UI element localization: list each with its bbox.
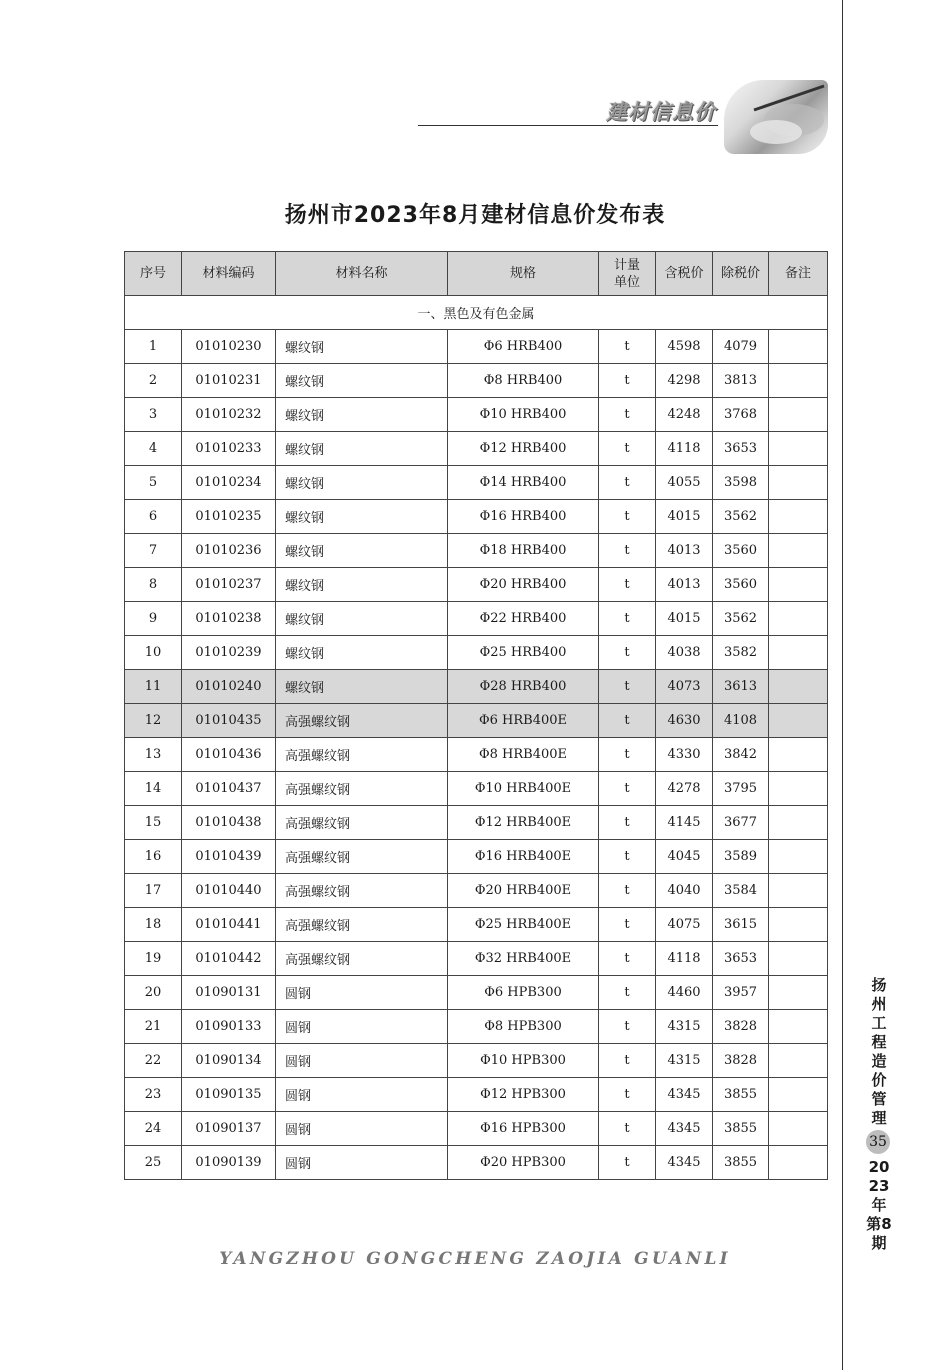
specification: Φ20 HRB400 (448, 568, 599, 602)
specification: Φ8 HRB400E (448, 738, 599, 772)
material-code: 01010435 (182, 704, 276, 738)
table-row (125, 568, 828, 602)
specification: Φ18 HRB400 (448, 534, 599, 568)
tax-price: 4075 (656, 908, 713, 942)
remark (769, 874, 828, 908)
remark (769, 772, 828, 806)
specification: Φ10 HRB400 (448, 398, 599, 432)
specification: Φ14 HRB400 (448, 466, 599, 500)
remark (769, 908, 828, 942)
material-code: 01010232 (182, 398, 276, 432)
net-price: 3560 (713, 568, 769, 602)
page-title: 扬州市2023年8月建材信息价发布表 (284, 203, 666, 228)
table-row (125, 1044, 828, 1078)
tax-price: 4315 (656, 1044, 713, 1078)
row-number: 16 (125, 840, 182, 874)
row-number: 12 (125, 704, 182, 738)
unit: t (599, 1112, 656, 1146)
remark (769, 942, 828, 976)
specification: Φ25 HRB400E (448, 908, 599, 942)
material-code: 01010436 (182, 738, 276, 772)
table-row (125, 534, 828, 568)
issue-label: 2023年第8期 (866, 1158, 892, 1252)
header-pen-hand-image (724, 80, 828, 154)
material-name: 螺纹钢 (276, 636, 448, 670)
header-label: 建材信息价 (606, 100, 716, 124)
tax-price: 4330 (656, 738, 713, 772)
table-row (125, 738, 828, 772)
tax-price: 4013 (656, 568, 713, 602)
row-number: 6 (125, 500, 182, 534)
specification: Φ10 HPB300 (448, 1044, 599, 1078)
net-price: 3589 (713, 840, 769, 874)
net-price: 3562 (713, 602, 769, 636)
material-code: 01090134 (182, 1044, 276, 1078)
net-price: 3855 (713, 1078, 769, 1112)
material-code: 01010237 (182, 568, 276, 602)
remark (769, 500, 828, 534)
tax-price: 4345 (656, 1146, 713, 1180)
remark (769, 636, 828, 670)
material-name: 螺纹钢 (276, 432, 448, 466)
remark (769, 432, 828, 466)
unit: t (599, 1010, 656, 1044)
material-code: 01090139 (182, 1146, 276, 1180)
remark (769, 738, 828, 772)
material-name: 螺纹钢 (276, 500, 448, 534)
material-name: 螺纹钢 (276, 466, 448, 500)
table-row (125, 874, 828, 908)
unit: t (599, 466, 656, 500)
material-name: 圆钢 (276, 1146, 448, 1180)
tax-price: 4345 (656, 1112, 713, 1146)
net-price: 3584 (713, 874, 769, 908)
row-number: 18 (125, 908, 182, 942)
specification: Φ25 HRB400 (448, 636, 599, 670)
section-row (125, 296, 828, 330)
price-table (124, 251, 828, 1180)
net-price: 3613 (713, 670, 769, 704)
material-name: 高强螺纹钢 (276, 874, 448, 908)
material-code: 01010440 (182, 874, 276, 908)
row-number: 1 (125, 330, 182, 364)
tax-price: 4118 (656, 942, 713, 976)
row-number: 3 (125, 398, 182, 432)
unit: t (599, 840, 656, 874)
specification: Φ6 HRB400 (448, 330, 599, 364)
remark (769, 568, 828, 602)
row-number: 25 (125, 1146, 182, 1180)
net-price: 3653 (713, 942, 769, 976)
column-header: 材料名称 (276, 252, 448, 296)
net-price: 3957 (713, 976, 769, 1010)
specification: Φ8 HPB300 (448, 1010, 599, 1044)
material-name: 圆钢 (276, 1010, 448, 1044)
row-number: 9 (125, 602, 182, 636)
specification: Φ12 HPB300 (448, 1078, 599, 1112)
material-code: 01010233 (182, 432, 276, 466)
specification: Φ12 HRB400 (448, 432, 599, 466)
unit: t (599, 942, 656, 976)
tax-price: 4460 (656, 976, 713, 1010)
material-code: 01010234 (182, 466, 276, 500)
net-price: 3842 (713, 738, 769, 772)
material-name: 螺纹钢 (276, 398, 448, 432)
journal-name: 扬州工程造价管理 (871, 976, 887, 1127)
table-row (125, 942, 828, 976)
material-name: 圆钢 (276, 1044, 448, 1078)
section-title: 一、黑色及有色金属 (125, 296, 828, 330)
net-price: 3653 (713, 432, 769, 466)
net-price: 4108 (713, 704, 769, 738)
remark (769, 602, 828, 636)
table-row (125, 330, 828, 364)
tax-price: 4038 (656, 636, 713, 670)
net-price: 3855 (713, 1146, 769, 1180)
net-price: 3677 (713, 806, 769, 840)
tax-price: 4073 (656, 670, 713, 704)
material-name: 螺纹钢 (276, 534, 448, 568)
unit: t (599, 500, 656, 534)
column-header: 除税价 (713, 252, 769, 296)
row-number: 7 (125, 534, 182, 568)
specification: Φ6 HRB400E (448, 704, 599, 738)
material-code: 01010239 (182, 636, 276, 670)
material-name: 高强螺纹钢 (276, 738, 448, 772)
table-row (125, 806, 828, 840)
material-name: 圆钢 (276, 1078, 448, 1112)
unit: t (599, 330, 656, 364)
remark (769, 1010, 828, 1044)
material-code: 01090133 (182, 1010, 276, 1044)
specification: Φ16 HRB400 (448, 500, 599, 534)
material-name: 高强螺纹钢 (276, 772, 448, 806)
unit: t (599, 432, 656, 466)
material-code: 01010441 (182, 908, 276, 942)
remark (769, 704, 828, 738)
material-code: 01010231 (182, 364, 276, 398)
unit: t (599, 670, 656, 704)
remark (769, 534, 828, 568)
net-price: 3828 (713, 1010, 769, 1044)
column-header: 规格 (448, 252, 599, 296)
specification: Φ12 HRB400E (448, 806, 599, 840)
column-header: 序号 (125, 252, 182, 296)
remark (769, 670, 828, 704)
net-price: 3855 (713, 1112, 769, 1146)
row-number: 13 (125, 738, 182, 772)
row-number: 11 (125, 670, 182, 704)
unit: t (599, 976, 656, 1010)
tax-price: 4345 (656, 1078, 713, 1112)
tax-price: 4040 (656, 874, 713, 908)
unit: t (599, 1044, 656, 1078)
row-number: 20 (125, 976, 182, 1010)
table-row (125, 1010, 828, 1044)
tax-price: 4278 (656, 772, 713, 806)
remark (769, 364, 828, 398)
table-row (125, 636, 828, 670)
unit: t (599, 874, 656, 908)
tax-price: 4248 (656, 398, 713, 432)
material-name: 圆钢 (276, 976, 448, 1010)
row-number: 22 (125, 1044, 182, 1078)
column-header: 备注 (769, 252, 828, 296)
specification: Φ20 HPB300 (448, 1146, 599, 1180)
specification: Φ6 HPB300 (448, 976, 599, 1010)
net-price: 3582 (713, 636, 769, 670)
specification: Φ22 HRB400 (448, 602, 599, 636)
material-code: 01010438 (182, 806, 276, 840)
table-row (125, 1146, 828, 1180)
table-row (125, 364, 828, 398)
specification: Φ8 HRB400 (448, 364, 599, 398)
unit: t (599, 534, 656, 568)
table-row (125, 602, 828, 636)
unit: t (599, 602, 656, 636)
table-row (125, 704, 828, 738)
row-number: 4 (125, 432, 182, 466)
unit: t (599, 568, 656, 602)
specification: Φ16 HRB400E (448, 840, 599, 874)
row-number: 21 (125, 1010, 182, 1044)
tax-price: 4315 (656, 1010, 713, 1044)
material-name: 螺纹钢 (276, 568, 448, 602)
table-row (125, 398, 828, 432)
material-code: 01010240 (182, 670, 276, 704)
remark (769, 806, 828, 840)
material-code: 01090131 (182, 976, 276, 1010)
tax-price: 4298 (656, 364, 713, 398)
unit: t (599, 364, 656, 398)
net-price: 3813 (713, 364, 769, 398)
remark (769, 1146, 828, 1180)
column-header: 计量 单位 (599, 252, 656, 296)
tax-price: 4630 (656, 704, 713, 738)
material-name: 螺纹钢 (276, 670, 448, 704)
tax-price: 4045 (656, 840, 713, 874)
row-number: 24 (125, 1112, 182, 1146)
material-code: 01010439 (182, 840, 276, 874)
remark (769, 1112, 828, 1146)
remark (769, 1078, 828, 1112)
material-name: 螺纹钢 (276, 330, 448, 364)
material-name: 高强螺纹钢 (276, 908, 448, 942)
unit: t (599, 398, 656, 432)
table-row (125, 840, 828, 874)
material-name: 高强螺纹钢 (276, 942, 448, 976)
specification: Φ32 HRB400E (448, 942, 599, 976)
material-name: 圆钢 (276, 1112, 448, 1146)
remark (769, 1044, 828, 1078)
remark (769, 466, 828, 500)
specification: Φ28 HRB400 (448, 670, 599, 704)
unit: t (599, 738, 656, 772)
tax-price: 4055 (656, 466, 713, 500)
row-number: 14 (125, 772, 182, 806)
material-name: 高强螺纹钢 (276, 840, 448, 874)
material-code: 01090135 (182, 1078, 276, 1112)
table-row (125, 500, 828, 534)
column-header: 材料编码 (182, 252, 276, 296)
material-name: 螺纹钢 (276, 364, 448, 398)
unit: t (599, 908, 656, 942)
specification: Φ16 HPB300 (448, 1112, 599, 1146)
material-code: 01010442 (182, 942, 276, 976)
row-number: 2 (125, 364, 182, 398)
net-price: 3795 (713, 772, 769, 806)
tax-price: 4118 (656, 432, 713, 466)
table-row (125, 1112, 828, 1146)
row-number: 5 (125, 466, 182, 500)
net-price: 3768 (713, 398, 769, 432)
row-number: 10 (125, 636, 182, 670)
net-price: 3615 (713, 908, 769, 942)
row-number: 8 (125, 568, 182, 602)
table-row (125, 772, 828, 806)
unit: t (599, 704, 656, 738)
unit: t (599, 1146, 656, 1180)
tax-price: 4598 (656, 330, 713, 364)
material-code: 01010235 (182, 500, 276, 534)
material-name: 螺纹钢 (276, 602, 448, 636)
tax-price: 4013 (656, 534, 713, 568)
table-row (125, 1078, 828, 1112)
table-row (125, 670, 828, 704)
unit: t (599, 636, 656, 670)
remark (769, 330, 828, 364)
row-number: 23 (125, 1078, 182, 1112)
unit: t (599, 772, 656, 806)
material-code: 01010437 (182, 772, 276, 806)
net-price: 3828 (713, 1044, 769, 1078)
specification: Φ20 HRB400E (448, 874, 599, 908)
table-row (125, 908, 828, 942)
material-code: 01010230 (182, 330, 276, 364)
material-code: 01010238 (182, 602, 276, 636)
net-price: 3562 (713, 500, 769, 534)
material-name: 高强螺纹钢 (276, 704, 448, 738)
row-number: 17 (125, 874, 182, 908)
table-row (125, 976, 828, 1010)
net-price: 4079 (713, 330, 769, 364)
remark (769, 840, 828, 874)
footer-text: YANGZHOU GONGCHENG ZAOJIA GUANLI (219, 1249, 731, 1269)
table-header-row (125, 252, 828, 296)
specification: Φ10 HRB400E (448, 772, 599, 806)
material-name: 高强螺纹钢 (276, 806, 448, 840)
tax-price: 4015 (656, 602, 713, 636)
page-number: 35 (866, 1130, 890, 1154)
tax-price: 4145 (656, 806, 713, 840)
remark (769, 976, 828, 1010)
material-code: 01090137 (182, 1112, 276, 1146)
tax-price: 4015 (656, 500, 713, 534)
unit: t (599, 806, 656, 840)
column-header: 含税价 (656, 252, 713, 296)
unit: t (599, 1078, 656, 1112)
material-code: 01010236 (182, 534, 276, 568)
table-row (125, 466, 828, 500)
row-number: 19 (125, 942, 182, 976)
net-price: 3598 (713, 466, 769, 500)
row-number: 15 (125, 806, 182, 840)
net-price: 3560 (713, 534, 769, 568)
table-row (125, 432, 828, 466)
remark (769, 398, 828, 432)
